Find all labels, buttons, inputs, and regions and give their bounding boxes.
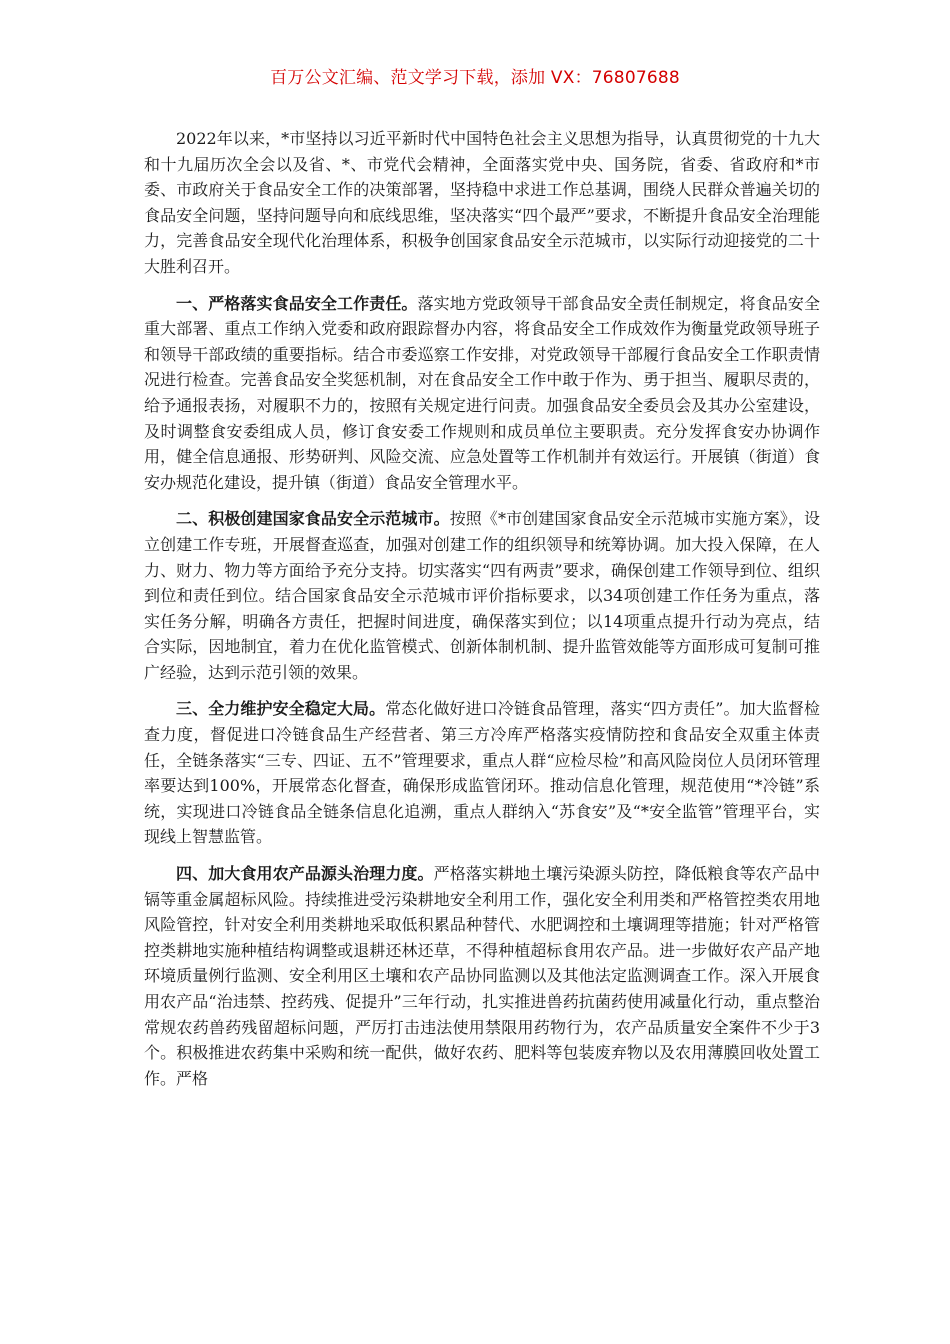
document-body [144,126,820,1091]
watermark-header: 百万公文汇编、范文学习下载，添加 VX：76807688 [270,68,680,88]
section-3-heading: 三、全力维护安全稳定大局。 [176,699,386,719]
section-4-heading: 四、加大食用农产品源头治理力度。 [176,864,434,884]
section-2-heading: 二、积极创建国家食品安全示范城市。 [176,509,450,529]
section-1-heading: 一、严格落实食品安全工作责任。 [176,293,418,313]
section-3-paragraph [144,696,820,850]
section-2-paragraph [144,506,820,685]
section-4-paragraph [144,861,820,1091]
section-2-text: 按照《*市创建国家食品安全示范城市实施方案》，设立创建工作专班，开展督查巡查，加强对创建工作的组织领导和统筹协调。加大投入保障，在人力、财力、物力等方面给予充分支持。切实落实“四有两责”要求，确保创建工作领导到位、组织到位和责任到位。结合国家食品安全示范城市评价指标要求，以34项创建工作任务为重点，落实任务分解，明确各方责任，把握时间进度，确保落实到位；以14项重点提升行动为亮点，结合实际，因地制宜，着力在优化监管模式、创新体制机制、提升监管效能等方面形成可复制可推广经验，达到示范引领的效果。 [144,509,820,682]
intro-paragraph [144,126,820,280]
section-1-text: 落实地方党政领导干部食品安全责任制规定，将食品安全重大部署、重点工作纳入党委和政府跟踪督办内容，将食品安全工作成效作为衡量党政领导班子和领导干部政绩的重要指标。结合市委巡察工作安排，对党政领导干部履行食品安全工作职责情况进行检查。完善食品安全奖惩机制，对在食品安全工作中敢于作为、勇于担当、履职尽责的，给予通报表扬，对履职不力的，按照有关规定进行问责。加强食品安全委员会及其办公室建设，及时调整食安委组成人员，修订食安委工作规则和成员单位主要职责。充分发挥食安办协调作用，健全信息通报、形势研判、风险交流、应急处置等工作机制并有效运行。开展镇（街道）食安办规范化建设，提升镇（街道）食品安全管理水平。 [144,293,820,492]
section-4-text: 严格落实耕地土壤污染源头防控，降低粮食等农产品中镉等重金属超标风险。持续推进受污染耕地安全利用工作，强化安全利用类和严格管控类农用地风险管控，针对安全利用类耕地采取低积累品种替代、水肥调控和土壤调理等措施；针对严格管控类耕地实施种植结构调整或退耕还林还草，不得种植超标食用农产品。进一步做好农产品产地环境质量例行监测、安全利用区土壤和农产品协同监测以及其他法定监测调查工作。深入开展食用农产品“治违禁、控药残、促提升”三年行动，扎实推进兽药抗菌药使用减量化行动，重点整治常规农药兽药残留超标问题，严厉打击违法使用禁限用药物行为，农产品质量安全案件不少于3个。积极推进农药集中采购和统一配供，做好农药、肥料等包装废弃物以及农用薄膜回收处置工作。严格 [144,864,820,1088]
paragraph-text: 2022年以来，*市坚持以习近平新时代中国特色社会主义思想为指导，认真贯彻党的十九大和十九届历次全会以及省、*、市党代会精神，全面落实党中央、国务院，省委、省政府和*市委、市政府关于食品安全工作的决策部署，坚持稳中求进工作总基调，围绕人民群众普遍关切的食品安全问题，坚持问题导向和底线思维，坚决落实“四个最严”要求，不断提升食品安全治理能力，完善食品安全现代化治理体系，积极争创国家食品安全示范城市，以实际行动迎接党的二十大胜利召开。 [144,129,820,276]
section-3-text: 常态化做好进口冷链食品管理，落实“四方责任”。加大监督检查力度，督促进口冷链食品生产经营者、第三方冷库严格落实疫情防控和食品安全双重主体责任，全链条落实“三专、四证、五不”管理要求，重点人群“应检尽检”和高风险岗位人员闭环管理率要达到100%，开展常态化督查，确保形成监管闭环。推动信息化管理，规范使用“*冷链”系统，实现进口冷链食品全链条信息化追溯，重点人群纳入“苏食安”及“*安全监管”管理平台，实现线上智慧监管。 [144,699,820,847]
section-1-paragraph [144,291,820,496]
